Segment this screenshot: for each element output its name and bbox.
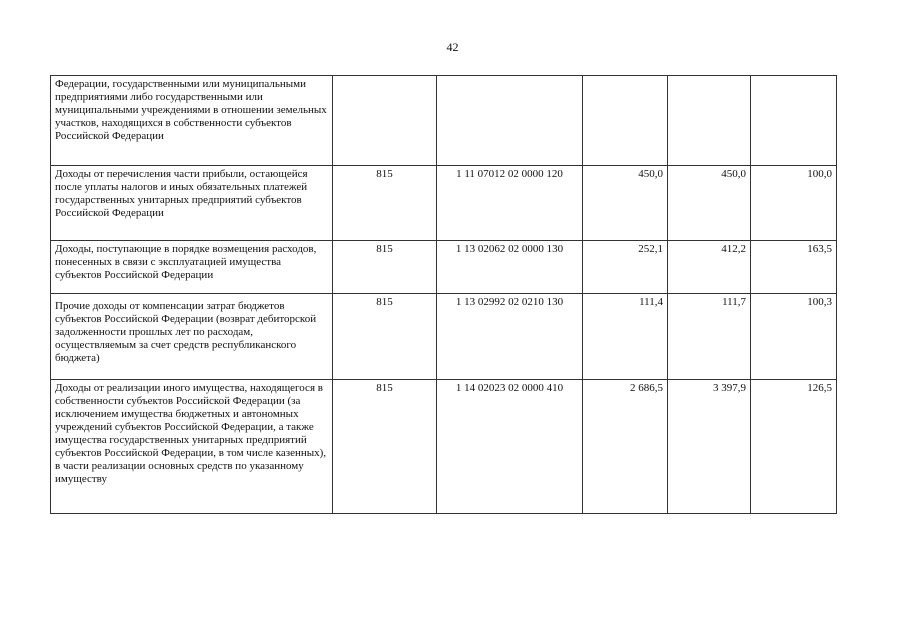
revenue-table <box>50 75 837 514</box>
budget-code-cell: 1 13 02992 02 0210 130 <box>437 294 583 380</box>
page-number: 42 <box>446 40 459 54</box>
percent-value-cell: 126,5 <box>751 380 837 514</box>
revenue-name-cell: Прочие доходы от компенсации затрат бюджетов субъектов Российской Федерации (возврат дебиторской задолженности прошлых лет по расходам, осуществляемым за счет средств республиканского бюджета) <box>51 294 333 380</box>
admin-code-cell: 815 <box>333 380 437 514</box>
fact-value-cell: 3 397,9 <box>668 380 751 514</box>
table-row <box>51 76 837 166</box>
plan-value-cell: 2 686,5 <box>583 380 668 514</box>
percent-value-cell: 100,0 <box>751 166 837 241</box>
admin-code-cell <box>333 76 437 166</box>
admin-code-cell: 815 <box>333 166 437 241</box>
table-row <box>51 241 837 294</box>
fact-value-cell: 450,0 <box>668 166 751 241</box>
admin-code-cell: 815 <box>333 241 437 294</box>
table-row <box>51 380 837 514</box>
table-row <box>51 166 837 241</box>
revenue-name-cell: Доходы, поступающие в порядке возмещения расходов, понесенных в связи с эксплуатацией имущества субъектов Российской Федерации <box>51 241 333 294</box>
fact-value-cell <box>668 76 751 166</box>
revenue-name-cell: Доходы от перечисления части прибыли, остающейся после уплаты налогов и иных обязательных платежей государственных унитарных предприятий субъектов Российской Федерации <box>51 166 333 241</box>
plan-value-cell: 252,1 <box>583 241 668 294</box>
table-row <box>51 294 837 380</box>
plan-value-cell: 111,4 <box>583 294 668 380</box>
percent-value-cell <box>751 76 837 166</box>
plan-value-cell: 450,0 <box>583 166 668 241</box>
revenue-name-cell: Федерации, государственными или муниципальными предприятиями либо государственными или муниципальными учреждениями в отношении земельных участков, находящихся в собственности субъектов Российской Федерации <box>51 76 333 166</box>
fact-value-cell: 412,2 <box>668 241 751 294</box>
percent-value-cell: 163,5 <box>751 241 837 294</box>
budget-code-cell <box>437 76 583 166</box>
percent-value-cell: 100,3 <box>751 294 837 380</box>
plan-value-cell <box>583 76 668 166</box>
fact-value-cell: 111,7 <box>668 294 751 380</box>
budget-code-cell: 1 13 02062 02 0000 130 <box>437 241 583 294</box>
budget-code-cell: 1 11 07012 02 0000 120 <box>437 166 583 241</box>
admin-code-cell: 815 <box>333 294 437 380</box>
budget-code-cell: 1 14 02023 02 0000 410 <box>437 380 583 514</box>
revenue-name-cell: Доходы от реализации иного имущества, находящегося в собственности субъектов Российской Федерации (за исключением имущества бюджетных и автономных учреждений субъектов Российской Федерации, а также имущества государственных унитарных предприятий субъектов Российской Федерации, в том числе казенных), в части реализации основных средств по указанному имуществу <box>51 380 333 514</box>
